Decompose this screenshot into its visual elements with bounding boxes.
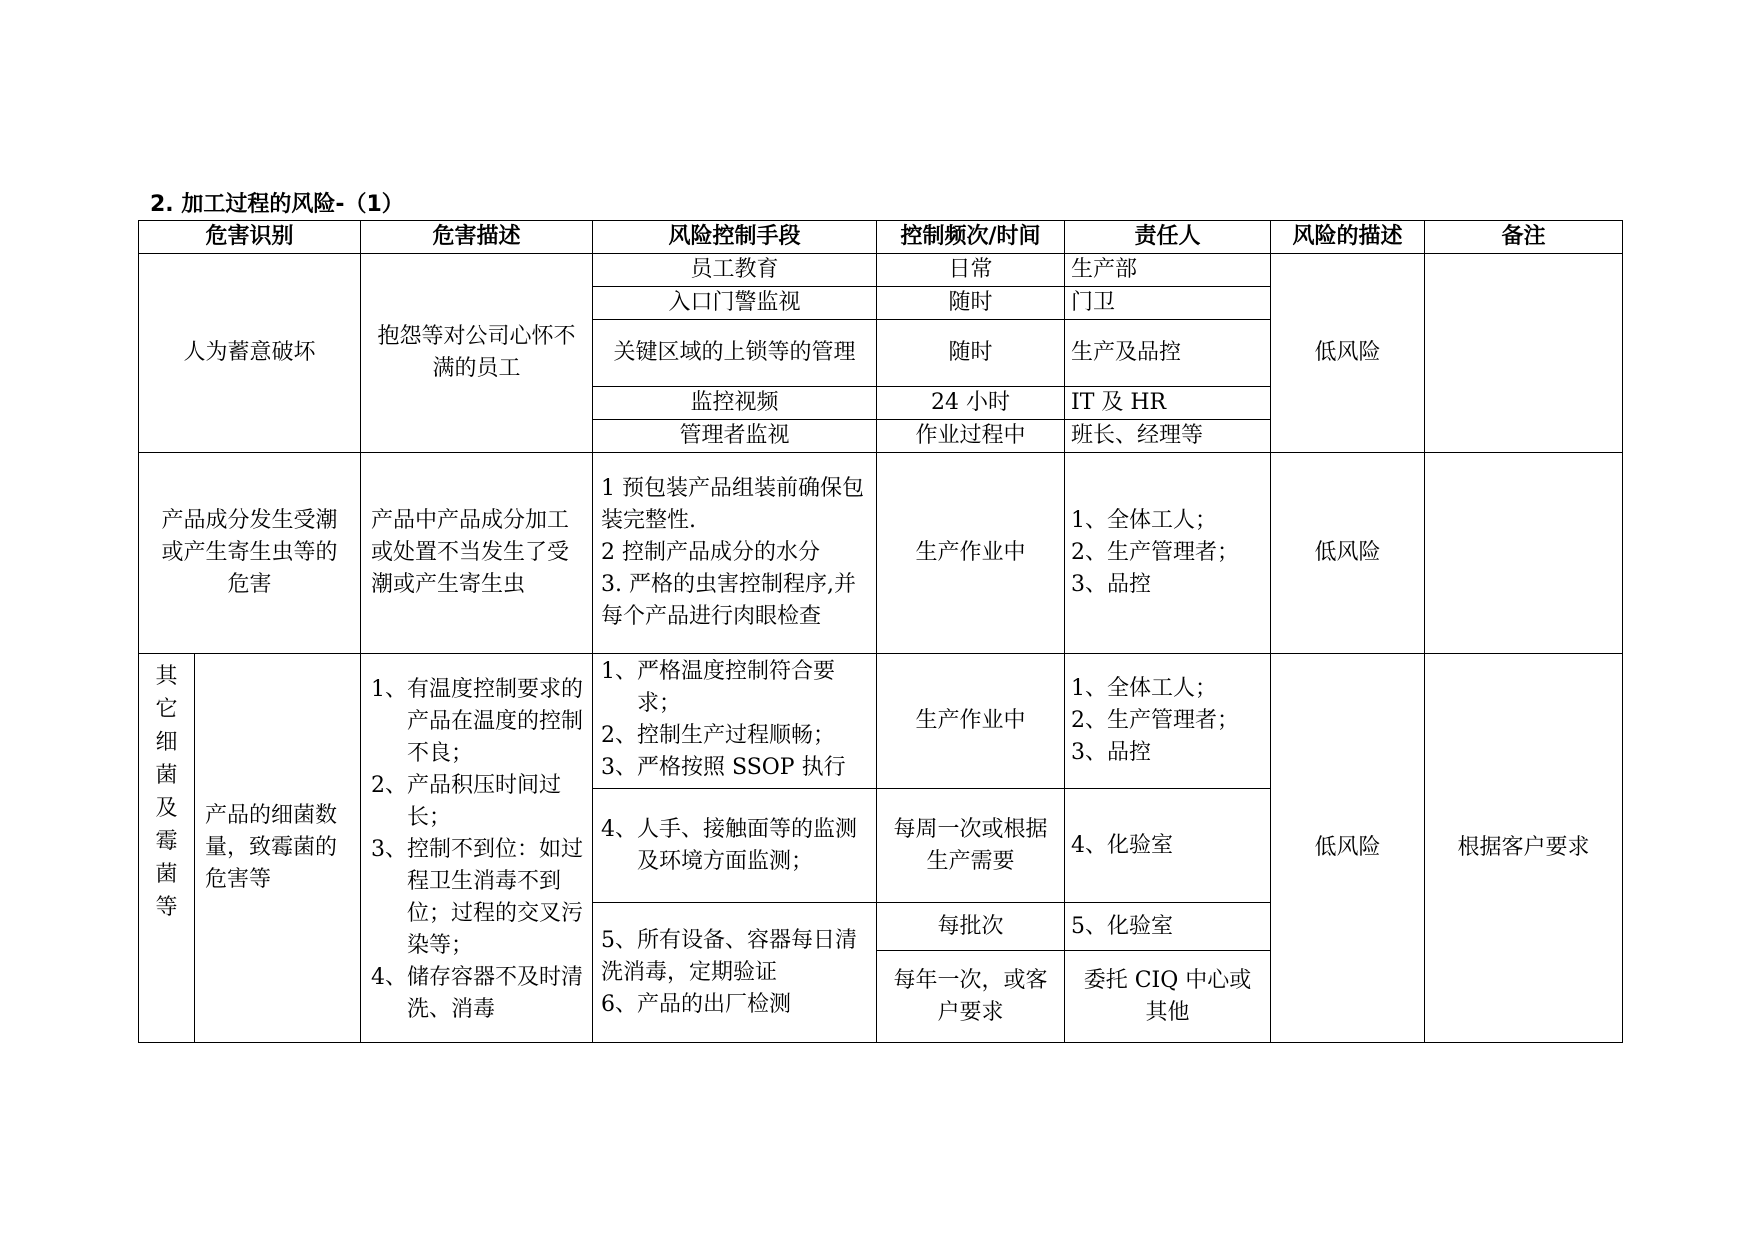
header-owner: 责任人 [1065,221,1271,254]
category-char: 细 [155,730,178,755]
remark-cell [1425,453,1623,654]
hazard-category-cell [139,654,195,1043]
frequency-cell: 日常 [877,254,1065,287]
category-char: 其 [155,664,178,689]
owner-cell: 生产及品控 [1065,320,1271,387]
category-char: 等 [155,895,178,920]
header-risk-level: 风险的描述 [1271,221,1425,254]
control-item: 1、严格温度控制符合要求； [601,659,836,716]
frequency-cell: 24 小时 [877,387,1065,420]
control-cell [593,789,877,903]
control-cell: 1 预包装产品组装前确保包装完整性. 2 控制产品成分的水分 3. 严格的虫害控制程序,并每个产品进行肉眼检查 [593,453,877,654]
table-row [139,453,1623,654]
hazard-cell: 产品成分发生受潮或产生寄生虫等的危害 [139,453,361,654]
frequency-cell: 每批次 [877,903,1065,951]
description-item: 4、储存容器不及时清洗、消毒 [371,965,584,1022]
frequency-cell: 每周一次或根据生产需要 [877,789,1065,903]
description-cell: 产品中产品成分加工或处置不当发生了受潮或产生寄生虫 [361,453,593,654]
header-hazard-identification: 危害识别 [139,221,361,254]
description-item: 2、产品积压时间过长； [371,773,562,830]
risk-level-cell: 低风险 [1271,254,1425,453]
category-char: 霉 [155,829,178,854]
category-char: 菌 [155,862,178,887]
hazard-cell: 产品的细菌数量，致霉菌的危害等 [195,654,361,1043]
table-row [139,254,1623,287]
control-cell [593,654,877,789]
owner-cell: 4、化验室 [1065,789,1271,903]
description-item: 1、有温度控制要求的产品在温度的控制不良； [371,677,584,766]
header-remark: 备注 [1425,221,1623,254]
control-cell: 入口门警监视 [593,287,877,320]
control-cell: 管理者监视 [593,420,877,453]
control-item: 4、人手、接触面等的监测及环境方面监测； [601,816,858,874]
remark-cell [1425,254,1623,453]
owner-cell: 委托 CIQ 中心或其他 [1065,951,1271,1043]
category-char: 及 [155,796,178,821]
frequency-cell: 随时 [877,320,1065,387]
category-char: 菌 [155,763,178,788]
owner-cell: 5、化验室 [1065,903,1271,951]
owner-cell: 生产部 [1065,254,1271,287]
control-cell: 监控视频 [593,387,877,420]
table-header-row [139,221,1623,254]
control-cell: 关键区域的上锁等的管理 [593,320,877,387]
description-cell [361,654,593,1043]
frequency-cell: 作业过程中 [877,420,1065,453]
header-control-measures: 风险控制手段 [593,221,877,254]
risk-table [138,220,1623,1043]
risk-level-cell: 低风险 [1271,654,1425,1043]
owner-cell: 班长、经理等 [1065,420,1271,453]
control-cell: 5、所有设备、容器每日清洗消毒，定期验证 6、产品的出厂检测 [593,903,877,1043]
control-item: 2、控制生产过程顺畅； [601,723,836,748]
control-cell: 员工教育 [593,254,877,287]
frequency-cell: 生产作业中 [877,453,1065,654]
header-hazard-description: 危害描述 [361,221,593,254]
frequency-cell: 随时 [877,287,1065,320]
table-row [139,654,1623,789]
owner-cell: IT 及 HR [1065,387,1271,420]
frequency-cell: 每年一次，或客户要求 [877,951,1065,1043]
owner-cell: 门卫 [1065,287,1271,320]
hazard-cell: 人为蓄意破坏 [139,254,361,453]
description-item: 3、控制不到位：如过程卫生消毒不到位；过程的交叉污染等； [371,837,584,958]
owner-cell: 1、全体工人； 2、生产管理者； 3、品控 [1065,453,1271,654]
category-char: 它 [155,697,178,722]
remark-cell: 根据客户要求 [1425,654,1623,1043]
frequency-cell: 生产作业中 [877,654,1065,789]
risk-level-cell: 低风险 [1271,453,1425,654]
owner-cell: 1、全体工人； 2、生产管理者； 3、品控 [1065,654,1271,789]
description-cell: 抱怨等对公司心怀不满的员工 [361,254,593,453]
header-frequency: 控制频次/时间 [877,221,1065,254]
section-title: 2. 加工过程的风险-（1） [150,192,404,217]
control-item: 3、严格按照 SSOP 执行 [601,755,846,780]
